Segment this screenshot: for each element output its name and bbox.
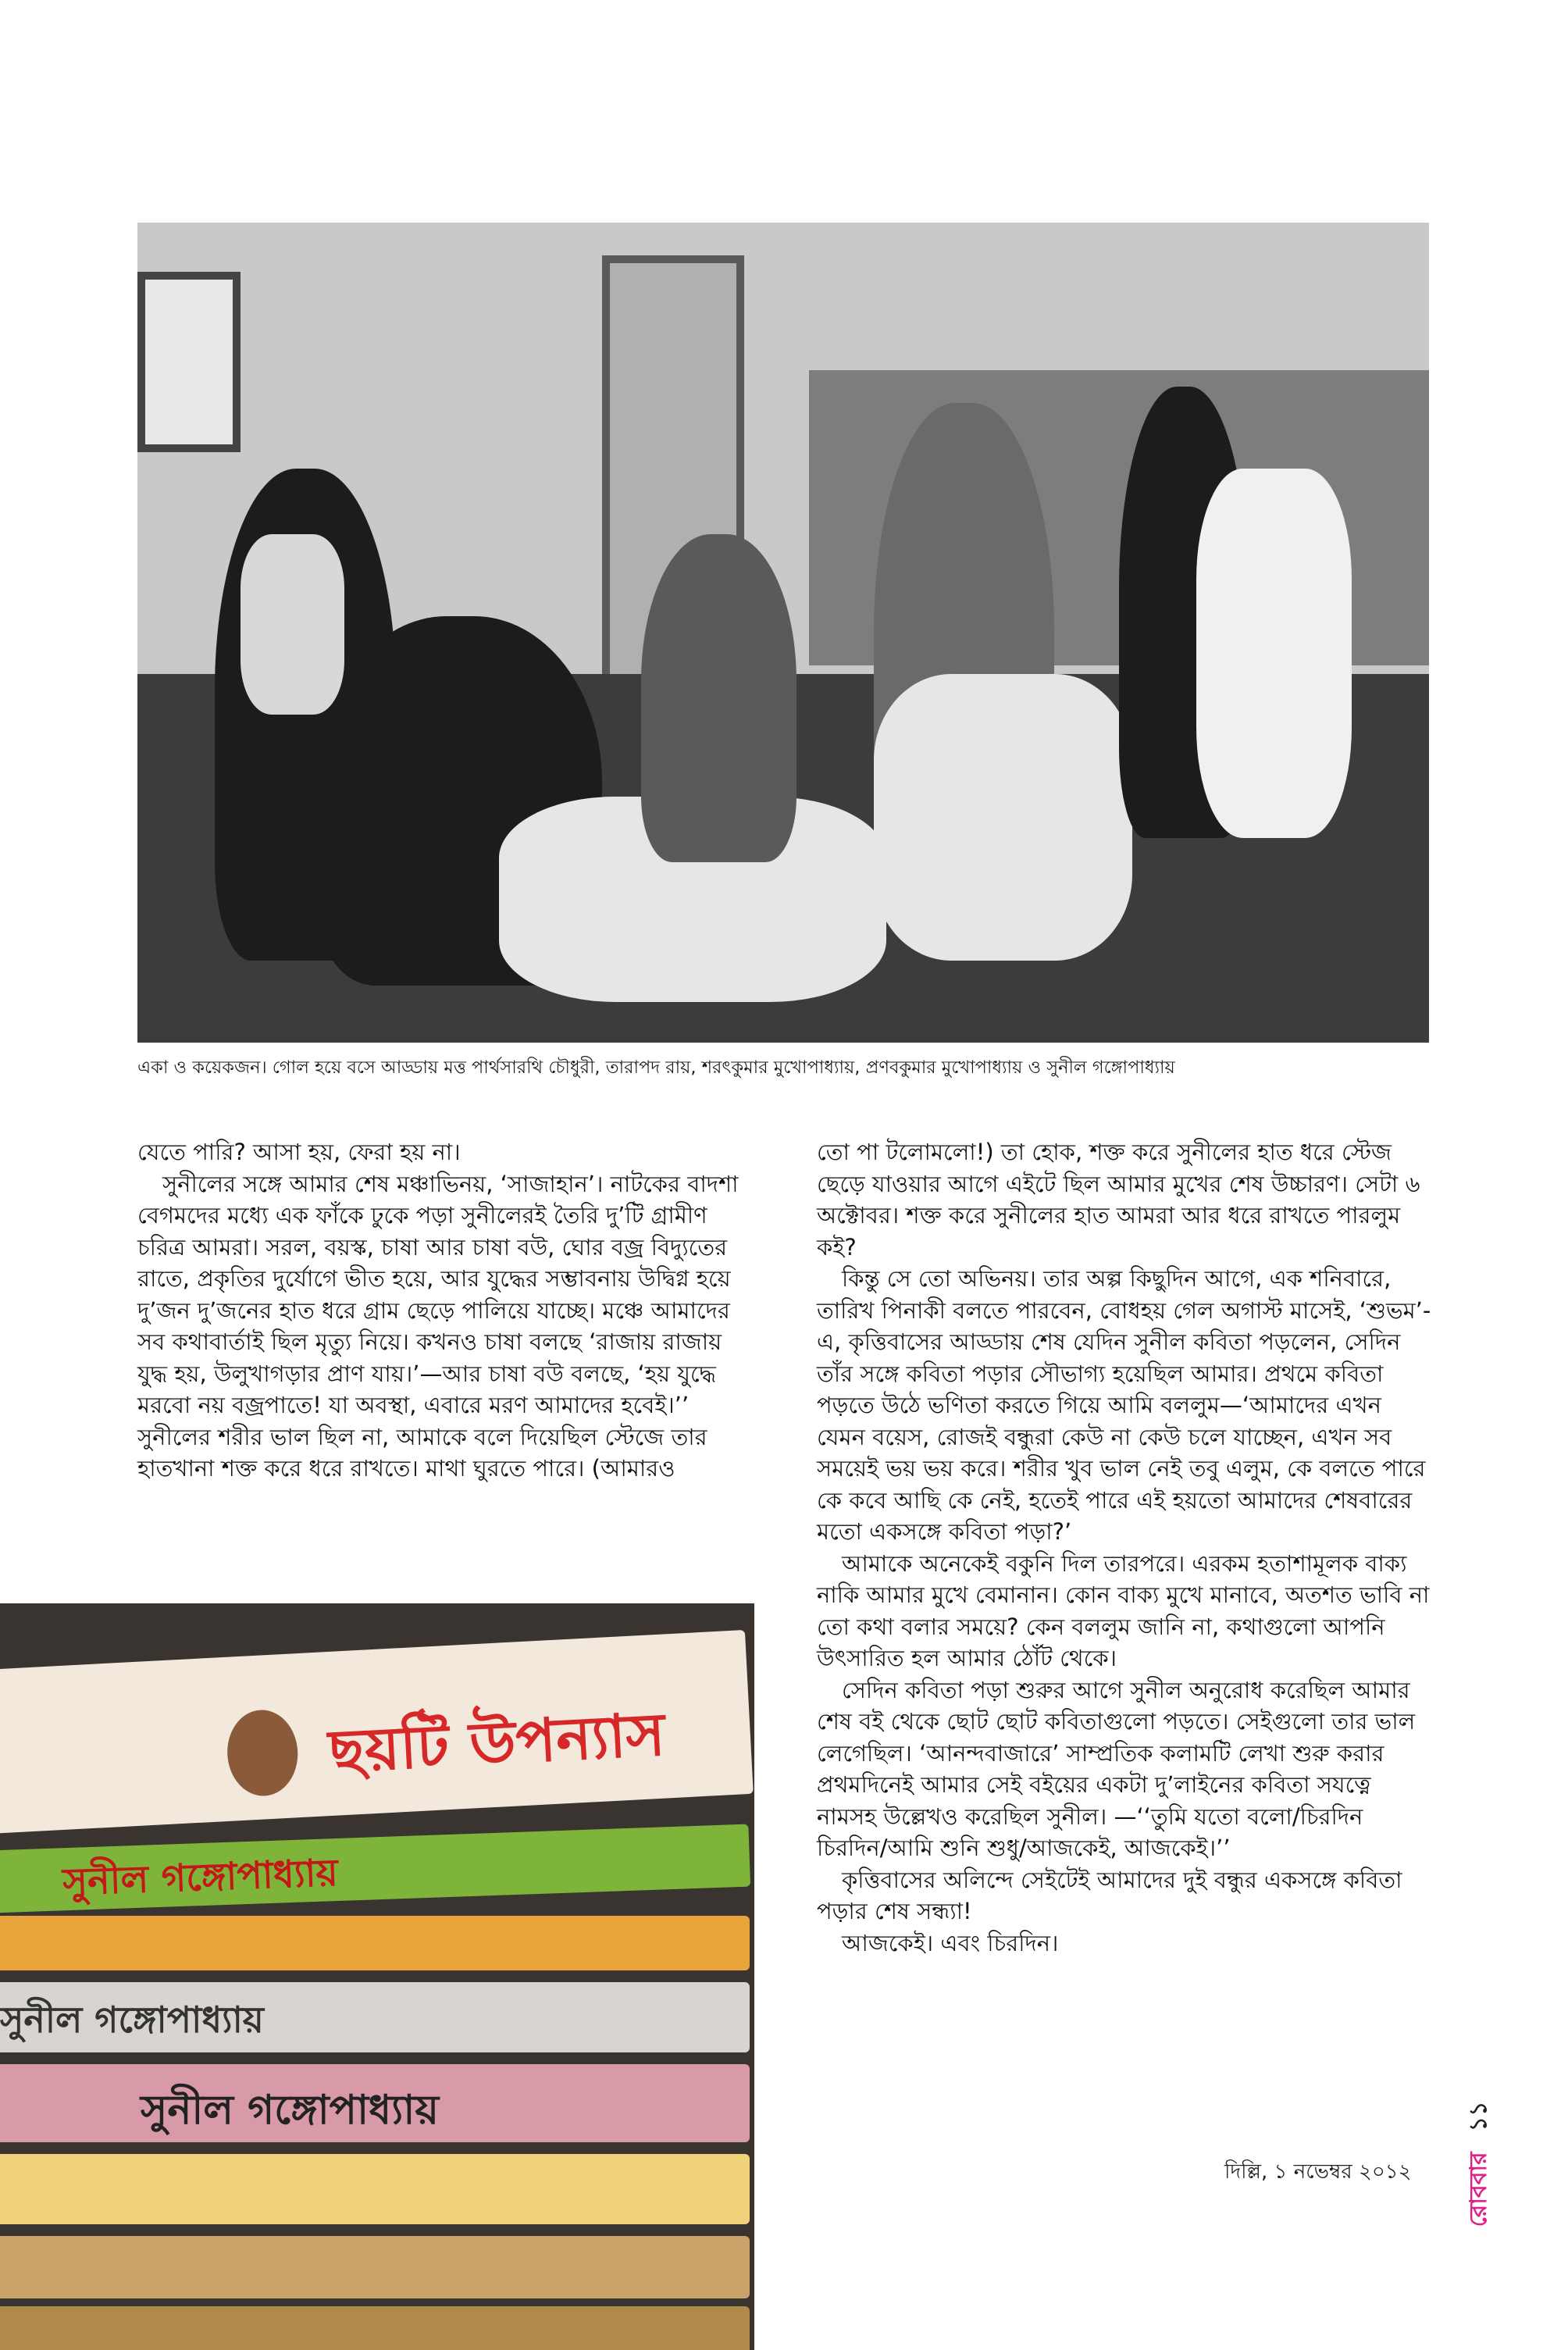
dateline: দিল্লি, ১ নভেম্বর ২০১২: [1224, 2160, 1412, 2184]
paragraph: আজকেই। এবং চিরদিন।: [842, 1929, 1059, 1956]
book-spine: [0, 2306, 750, 2350]
book-title: সুনীল গঙ্গোপাধ্যায়: [62, 1850, 339, 1905]
book-spine: [0, 1916, 750, 1970]
book-spine: [0, 1982, 750, 2052]
book-spine: [0, 1824, 750, 1914]
book-title: ছয়টি উপন্যাস: [326, 1699, 667, 1787]
article-right-column: [817, 1136, 1434, 1959]
book-title: সুনীল গঙ্গোপাধ্যায়: [141, 2087, 439, 2134]
book-spine: [0, 2236, 750, 2298]
article-left-column: [137, 1136, 754, 1485]
paragraph: সুনীলের সঙ্গে আমার শেষ মঞ্চাভিনয়, ‘সাজাহান’। নাটকের বাদশা বেগমদের মধ্যে এক ফাঁকে ঢুকে পড়া সুনীলেরই তৈরি দু’টি গ্রামীণ চরিত্র আমরা। সরল, বয়স্ক, চাষা আর চাষা বউ, ঘোর বজ্র বিদ্যুতের রাতে, প্রকৃতির দুর্যোগে ভীত হয়ে, আর যুদ্ধের সম্ভাবনায় উদ্বিগ্ন হয়ে দু’জন দু’জনের হাত ধরে গ্রাম ছেড়ে পালিয়ে যাচ্ছে। মঞ্চে আমাদের সব কথাবার্তাই ছিল মৃত্যু নিয়ে। কখনও চাষা বলছে ‘রাজায় রাজায় যুদ্ধ হয়, উলুখাগড়ার প্রাণ যায়।’—আর চাষা বউ বলছে, ‘হয় যুদ্ধে মরবো নয় বজ্রপাতে! যা অবস্থা, এবারে মরণ আমাদের হবেই।’’ সুনীলের শরীর ভাল ছিল না, আমাকে বলে দিয়েছিল স্টেজে তার হাতখানা শক্ত করে ধরে রাখতে। মাথা ঘুরতে পারে। (আমারও: [137, 1170, 739, 1482]
photo-caption: একা ও কয়েকজন। গোল হয়ে বসে আড্ডায় মত্ত পার্থসারথি চৌধুরী, তারাপদ রায়, শরৎকুমার মুখোপাধ্যায়, প্রণবকুমার মুখোপাধ্যায় ও সুনীল গঙ্গোপাধ্যায়: [137, 1057, 1175, 1078]
paragraph: কৃত্তিবাসের অলিন্দে সেইটেই আমাদের দুই বন্ধুর একসঙ্গে কবিতা পড়ার শেষ সন্ধ্যা!: [817, 1866, 1402, 1924]
page-number: ১১: [1465, 2101, 1492, 2131]
book-spine: [0, 2064, 750, 2142]
paragraph: যেতে পারি? আসা হয়, ফেরা হয় না।: [137, 1139, 461, 1165]
paragraph: কিন্তু সে তো অভিনয়। তার অল্প কিছুদিন আগে, এক শনিবারে, তারিখ পিনাকী বলতে পারবেন, বোধহয় গেল অগাস্ট মাসেই, ‘শুভম’-এ, কৃত্তিবাসের আড্ডায় শেষ যেদিন সুনীল কবিতা পড়লেন, সেদিন তাঁর সঙ্গে কবিতা পড়ার সৌভাগ্য হয়েছিল আমার। প্রথমে কবিতা পড়তে উঠে ভণিতা করতে গিয়ে আমি বললুম—‘আমাদের এখন যেমন বয়েস, রোজই বন্ধুরা কেউ না কেউ চলে যাচ্ছেন, এখন সব সময়েই ভয় ভয় করে। শরীর খুব ভাল নেই তবু এলুম, কে বলতে পারে কে কবে আছি কে নেই, হতেই পারে এই হয়তো আমাদের শেষবারের মতো একসঙ্গে কবিতা পড়া?’: [817, 1265, 1431, 1545]
paragraph: তো পা টলোমলো!) তা হোক, শক্ত করে সুনীলের হাত ধরে স্টেজ ছেড়ে যাওয়ার আগে এইটে ছিল আমার মুখের শেষ উচ্চারণ। সেটা ৬ অক্টোবর। শক্ত করে সুনীলের হাত আমরা আর ধরে রাখতে পারলুম কই?: [817, 1139, 1420, 1261]
magazine-name: [1459, 2101, 1499, 2227]
photo-book-stack: [0, 1603, 754, 2350]
book-spine: [0, 1630, 754, 1835]
book-spine: [0, 2154, 750, 2224]
magazine-title: রোববার: [1465, 2152, 1492, 2227]
photo-adda-group: [137, 223, 1429, 1043]
book-title: সুনীল গঙ্গোপাধ্যায়: [0, 1999, 264, 2041]
paragraph: আমাকে অনেকেই বকুনি দিল তারপরে। এরকম হতাশামূলক বাক্য নাকি আমার মুখে বেমানান। কোন বাক্য মুখে মানাবে, অতশত ভাবি না তো কথা বলার সময়ে? কেন বললুম জানি না, কথাগুলো আপনি উৎসারিত হল আমার ঠোঁট থেকে।: [817, 1549, 1430, 1671]
paragraph: সেদিন কবিতা পড়া শুরুর আগে সুনীল অনুরোধ করেছিল আমার শেষ বই থেকে ছোট ছোট কবিতাগুলো পড়তে। সেইগুলো তার ভাল লেগেছিল। ‘আনন্দবাজারে’ সাম্প্রতিক কলামটি লেখা শুরু করার প্রথমদিনেই আমার সেই বইয়ের একটা দু’লাইনের কবিতা সযত্নে নামসহ উল্লেখও করেছিল সুনীল। —‘‘তুমি যতো বলো/চিরদিন চিরদিন/আমি শুনি শুধু/আজকেই, আজকেই।’’: [817, 1676, 1416, 1861]
author-portrait-icon: [225, 1708, 300, 1798]
